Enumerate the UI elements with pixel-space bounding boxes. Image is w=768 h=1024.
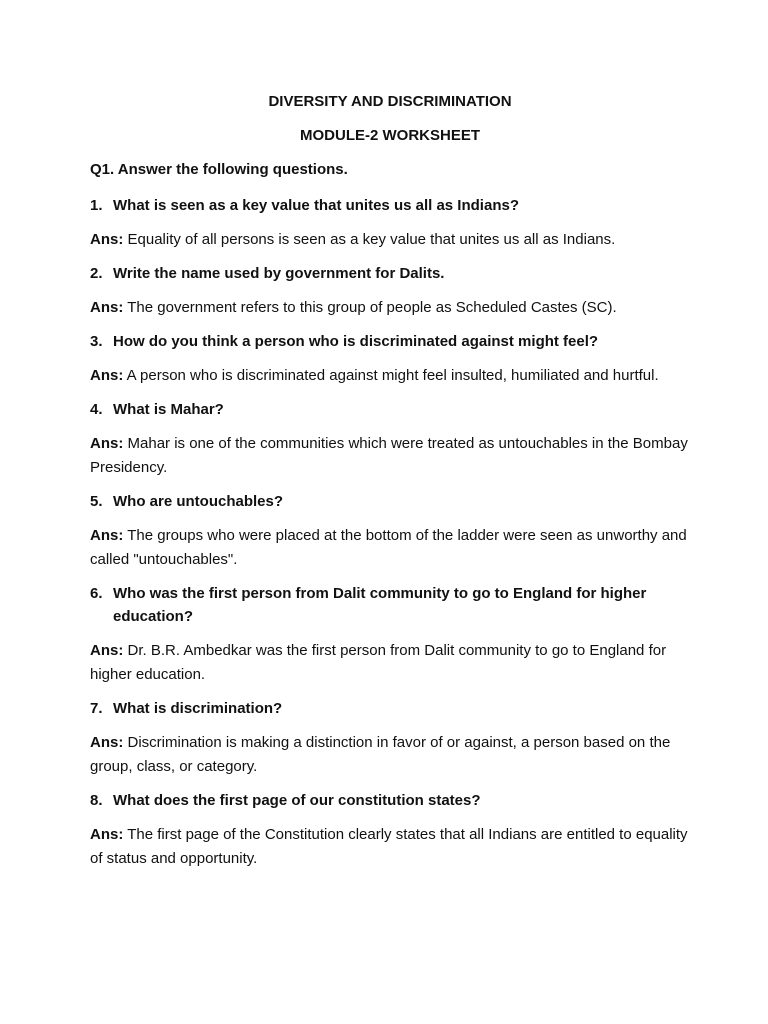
question-text: Who was the first person from Dalit community to go to England for higher education? (113, 585, 647, 625)
question-number: 2. (90, 265, 103, 282)
question-text: Write the name used by government for Dalits. (113, 265, 445, 282)
answer-label: Ans: (90, 435, 124, 452)
answer-6 (90, 639, 690, 687)
answer-label: Ans: (90, 642, 124, 659)
answer-label: Ans: (90, 299, 124, 316)
question-number: 5. (90, 493, 103, 510)
answer-3 (90, 364, 690, 388)
answer-text: Dr. B.R. Ambedkar was the first person from Dalit community to go to England for higher education. (90, 642, 667, 683)
answer-5 (90, 524, 690, 572)
answer-text: The government refers to this group of people as Scheduled Castes (SC). (123, 299, 617, 316)
question-text: How do you think a person who is discriminated against might feel? (113, 333, 599, 350)
answer-label: Ans: (90, 527, 124, 544)
question-2 (90, 262, 690, 285)
question-text: What is Mahar? (113, 401, 224, 418)
question-number: 6. (90, 585, 103, 602)
document-subtitle: MODULE-2 WORKSHEET (300, 127, 480, 144)
question-text: Who are untouchables? (113, 493, 284, 510)
document-title: DIVERSITY AND DISCRIMINATION (268, 93, 512, 110)
answer-7 (90, 731, 690, 779)
answer-text: Equality of all persons is seen as a key value that unites us all as Indians. (123, 231, 616, 248)
answer-text: The groups who were placed at the bottom of the ladder were seen as unworthy and called "untouchables". (90, 527, 687, 568)
question-number: 7. (90, 700, 103, 717)
question-6 (90, 582, 690, 628)
answer-4 (90, 432, 690, 480)
question-answer-list (90, 194, 690, 871)
answer-label: Ans: (90, 734, 124, 751)
answer-8 (90, 823, 690, 871)
question-3 (90, 330, 690, 353)
question-text: What is seen as a key value that unites us all as Indians? (113, 197, 519, 214)
answer-text: A person who is discriminated against might feel insulted, humiliated and hurtful. (123, 367, 659, 384)
question-number: 1. (90, 197, 103, 214)
answer-2 (90, 296, 690, 320)
question-number: 8. (90, 792, 103, 809)
answer-1 (90, 228, 690, 252)
answer-text: Discrimination is making a distinction in favor of or against, a person based on the group, class, or category. (90, 734, 671, 775)
question-5 (90, 490, 690, 513)
question-7 (90, 697, 690, 720)
answer-label: Ans: (90, 826, 124, 843)
worksheet-page (90, 92, 690, 881)
answer-label: Ans: (90, 231, 124, 248)
answer-text: Mahar is one of the communities which were treated as untouchables in the Bombay Presidency. (90, 435, 688, 476)
question-text: What does the first page of our constitution states? (113, 792, 481, 809)
question-8 (90, 789, 690, 812)
answer-label: Ans: (90, 367, 124, 384)
question-4 (90, 398, 690, 421)
question-text: What is discrimination? (113, 700, 283, 717)
question-number: 3. (90, 333, 103, 350)
answer-text: The first page of the Constitution clearly states that all Indians are entitled to equality of status and opportunity. (90, 826, 688, 867)
section-heading: Q1. Answer the following questions. (90, 161, 348, 178)
question-number: 4. (90, 401, 103, 418)
question-1 (90, 194, 690, 217)
